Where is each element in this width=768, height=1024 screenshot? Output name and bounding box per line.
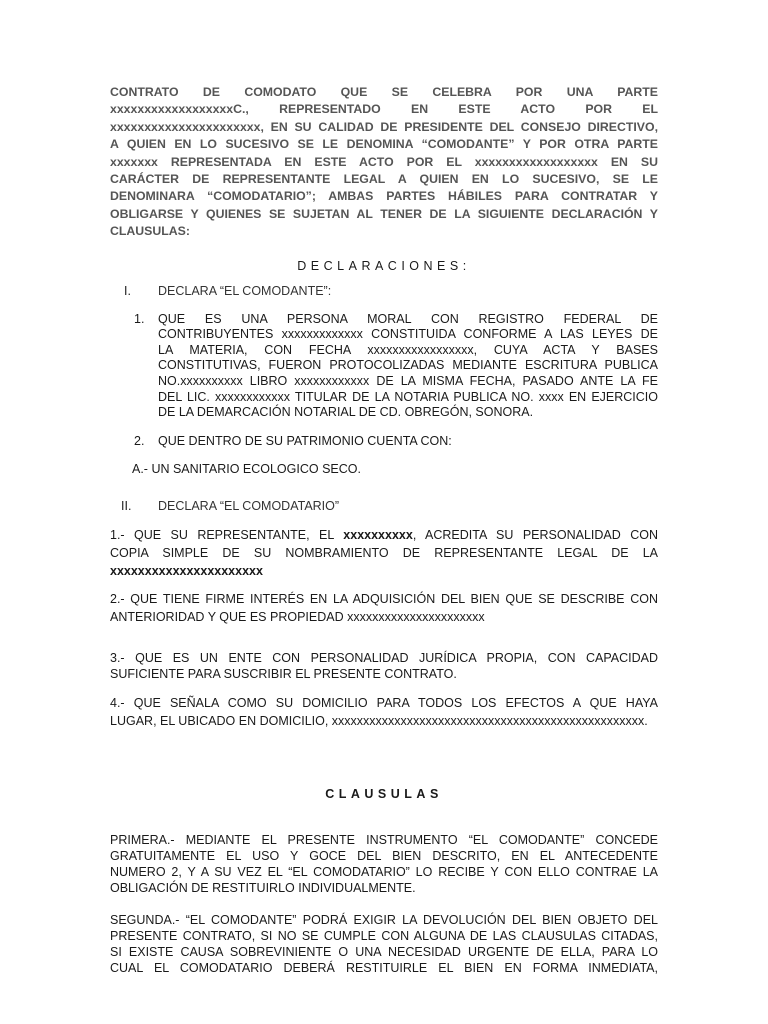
item-1-line: CONTRIBUYENTES xxxxxxxxxxxxx CONSTITUIDA CONFORME A LAS LEYES DE bbox=[158, 327, 658, 342]
point-4-line: 4.- QUE SEÑALA COMO SU DOMICILIO PARA TODOS LOS EFECTOS A QUE HAYA bbox=[110, 696, 658, 711]
comodatario-point-1 bbox=[110, 527, 658, 579]
intro-line: DENOMINARA “COMODATARIO”; AMBAS PARTES HÁBILES PARA CONTRATAR Y bbox=[110, 189, 658, 204]
segunda-line: SEGUNDA.- “EL COMODANTE” PODRÁ EXIGIR LA DEVOLUCIÓN DEL BIEN OBJETO DEL bbox=[110, 913, 658, 928]
item-1-line: QUE ES UNA PERSONA MORAL CON REGISTRO FEDERAL DE bbox=[158, 311, 658, 326]
item-1-line: LA MATERIA, CON FECHA xxxxxxxxxxxxxxxxx, CUYA ACTA Y BASES bbox=[158, 342, 658, 357]
segunda-line: PRESENTE CONTRATO, SI NO SE CUMPLE CON ALGUNA DE LAS CLAUSULAS CITADAS, bbox=[110, 929, 658, 944]
item-a: A.- UN SANITARIO ECOLOGICO SECO. bbox=[132, 462, 361, 477]
declaration-item-2 bbox=[110, 434, 658, 450]
intro-line: xxxxxxxxxxxxxxxxxxxxxx, EN SU CALIDAD DE PRESIDENTE DEL CONSEJO DIRECTIVO, bbox=[110, 119, 658, 134]
item-1-line: CONSTITUTIVAS, FUERON PROTOCOLIZADAS MEDIANTE ESCRITURA PUBLICA bbox=[158, 358, 658, 373]
item-1-line: DEL LIC. xxxxxxxxxxxx TITULAR DE LA NOTARIA PUBLICA NO. xxxx EN EJERCICIO bbox=[158, 389, 658, 404]
point-4-line: LUGAR, EL UBICADO EN DOMICILIO, xxxxxxxxxxxxxxxxxxxxxxxxxxxxxxxxxxxxxxxxxxxxxxxxxx. bbox=[110, 714, 648, 729]
section-i bbox=[110, 284, 658, 298]
comodatario-point-3 bbox=[110, 650, 658, 682]
point-2-line: ANTERIORIDAD Y QUE ES PROPIEDAD xxxxxxxxxxxxxxxxxxxxxx bbox=[110, 610, 485, 625]
section-i-numeral: I. bbox=[124, 283, 131, 298]
intro-line: A QUIEN EN LO SUCESIVO SE LE DENOMINA “COMODANTE” Y POR OTRA PARTE bbox=[110, 137, 658, 152]
intro-line: CLAUSULAS: bbox=[110, 224, 190, 239]
clause-primera bbox=[110, 832, 658, 896]
primera-line: PRIMERA.- MEDIANTE EL PRESENTE INSTRUMENTO “EL COMODANTE” CONCEDE bbox=[110, 833, 658, 848]
item-number: 2. bbox=[134, 433, 145, 448]
point-1-line: COPIA SIMPLE DE SU NOMBRAMIENTO DE REPRESENTANTE LEGAL DE LA bbox=[110, 546, 658, 561]
item-number: 1. bbox=[134, 311, 145, 326]
section-ii-title: DECLARA “EL COMODATARIO” bbox=[158, 499, 340, 514]
document-page bbox=[110, 84, 658, 976]
point-1-line: xxxxxxxxxxxxxxxxxxxxxx bbox=[110, 564, 263, 579]
item-2-text: QUE DENTRO DE SU PATRIMONIO CUENTA CON: bbox=[158, 433, 452, 448]
intro-line: CONTRATO DE COMODATO QUE SE CELEBRA POR UNA PARTE bbox=[110, 85, 658, 99]
item-1-line: NO.xxxxxxxxxx LIBRO xxxxxxxxxxxx DE LA MISMA FECHA, PASADO ANTE LA FE bbox=[158, 374, 658, 389]
clause-segunda bbox=[110, 912, 658, 976]
declaraciones-heading: DECLARACIONES: bbox=[297, 258, 471, 273]
section-ii bbox=[110, 499, 658, 513]
declaration-item-1 bbox=[110, 312, 658, 421]
segunda-line: CUAL EL COMODATARIO DEBERÁ RESTITUIRLE EL BIEN EN FORMA INMEDIATA, bbox=[110, 961, 658, 976]
comodatario-point-4 bbox=[110, 695, 658, 729]
intro-line: xxxxxxx REPRESENTADA EN ESTE ACTO POR EL xxxxxxxxxxxxxxxxxx EN SU bbox=[110, 154, 658, 169]
point-1-line: 1.- QUE SU REPRESENTANTE, EL xxxxxxxxxx, ACREDITA SU PERSONALIDAD CON bbox=[110, 528, 658, 543]
contract-intro bbox=[110, 84, 658, 241]
point-3-line: 3.- QUE ES UN ENTE CON PERSONALIDAD JURÍDICA PROPIA, CON CAPACIDAD bbox=[110, 651, 658, 666]
point-2-line: 2.- QUE TIENE FIRME INTERÉS EN LA ADQUISICIÓN DEL BIEN QUE SE DESCRIBE CON bbox=[110, 592, 658, 607]
point-3-line: SUFICIENTE PARA SUSCRIBIR EL PRESENTE CONTRATO. bbox=[110, 667, 457, 682]
clausulas-heading: CLAUSULAS bbox=[325, 787, 443, 802]
primera-line: OBLIGACIÓN DE RESTITUIRLO INDIVIDUALMENTE. bbox=[110, 881, 416, 896]
intro-line: xxxxxxxxxxxxxxxxxxC., REPRESENTADO EN ESTE ACTO POR EL bbox=[110, 102, 658, 117]
section-ii-numeral: II. bbox=[121, 499, 132, 514]
primera-line: GRATUITAMENTE EL USO Y GOCE DEL BIEN DESCRITO, EN EL ANTECEDENTE bbox=[110, 849, 658, 864]
representative-name: xxxxxxxxxx bbox=[343, 528, 413, 543]
intro-line: OBLIGARSE Y QUIENES SE SUJETAN AL TENER DE LA SIGUIENTE DECLARACIÓN Y bbox=[110, 206, 658, 221]
segunda-line: SI EXISTE CAUSA SOBREVINIENTE O UNA NECESIDAD URGENTE DE ELLA, PARA LO bbox=[110, 945, 658, 960]
intro-line: CARÁCTER DE REPRESENTANTE LEGAL A QUIEN EN LO SUCESIVO, SE LE bbox=[110, 172, 658, 187]
primera-line: NUMERO 2, Y A SU VEZ EL “EL COMODATARIO” LO RECIBE Y CON ELLO CONTRAE LA bbox=[110, 865, 658, 880]
section-i-title: DECLARA “EL COMODANTE”: bbox=[158, 283, 332, 298]
item-1-line: DE LA DEMARCACIÓN NOTARIAL DE CD. OBREGÓN, SONORA. bbox=[158, 405, 534, 420]
comodatario-point-2 bbox=[110, 591, 658, 625]
